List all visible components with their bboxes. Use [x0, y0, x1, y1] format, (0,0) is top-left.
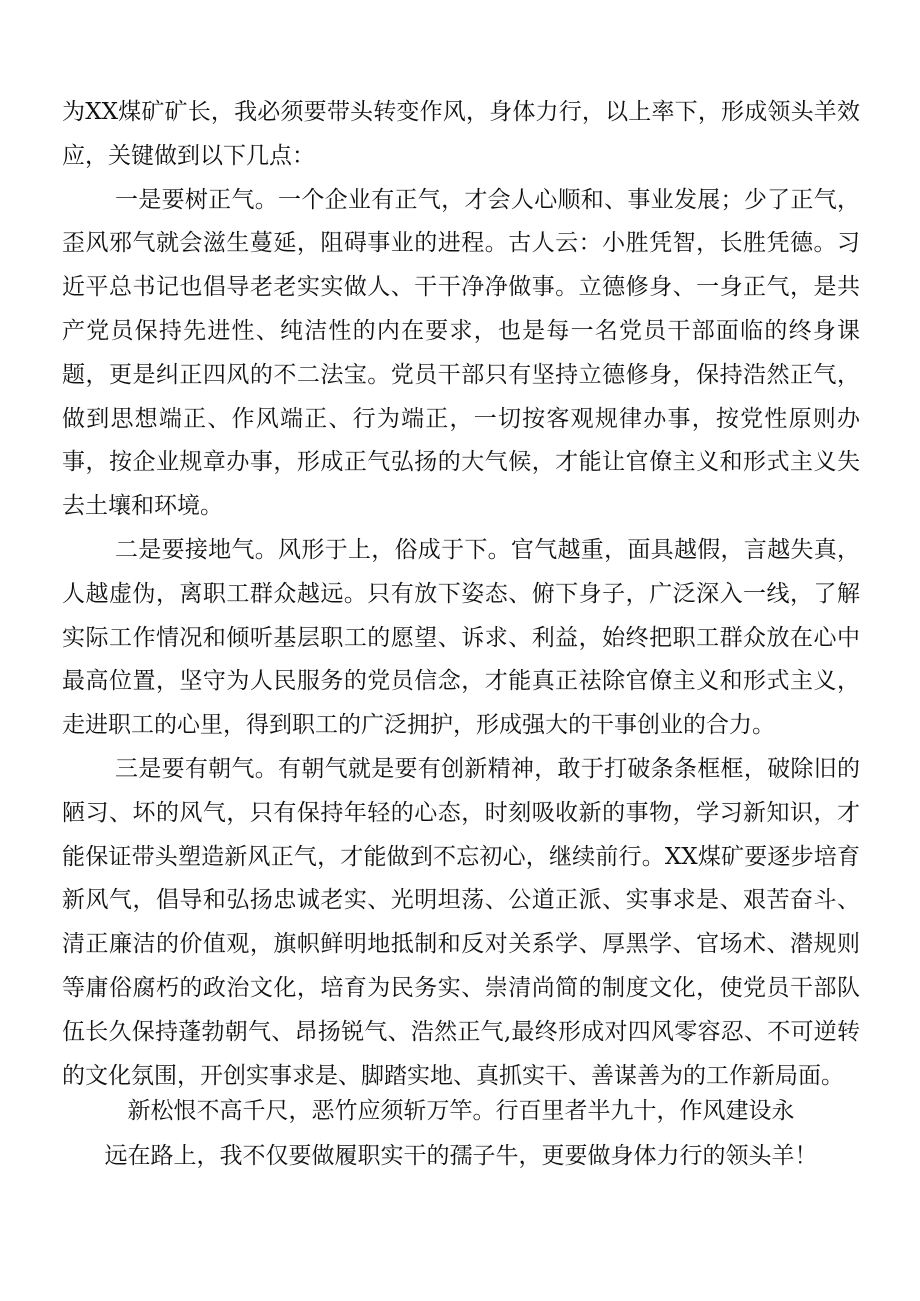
- text-line: 一是要树正气。一个企业有正气，才会人心顺和、事业发展；少了正气，: [115, 186, 860, 213]
- text-line: 新风气，倡导和弘扬忠诚老实、光明坦荡、公道正派、实事求是、艰苦奋斗、: [62, 887, 860, 914]
- text-line: 新松恨不高千尺，恶竹应须斩万竿。行百里者半九十，作风建设永: [127, 1098, 795, 1125]
- text-line: 为XX煤矿矿长，我必须要带头转变作风，身体力行，以上率下，形成领头羊效: [62, 99, 860, 125]
- paragraph-vitality: [62, 748, 860, 1098]
- paragraph-intro: [62, 91, 860, 179]
- text-line: 应，关键做到以下几点：: [62, 142, 315, 169]
- text-line: 实际工作情况和倾听基层职工的愿望、诉求、利益，始终把职工群众放在心中: [62, 624, 860, 651]
- text-line: 三是要有朝气。有朝气就是要有创新精神，敢于打破条条框框，破除旧的: [115, 755, 860, 782]
- text-line: 事，按企业规章办事，形成正气弘扬的大气候，才能让官僚主义和形式主义失: [62, 449, 860, 476]
- text-line: 等庸俗腐朽的政治文化，培育为民务实、崇清尚简的制度文化，使党员干部队: [62, 974, 860, 1001]
- text-line: 二是要接地气。风形于上，俗成于下。官气越重，面具越假，言越失真，: [115, 536, 860, 563]
- text-line: 产党员保持先进性、纯洁性的内在要求，也是每一名党员干部面临的终身课: [62, 317, 860, 344]
- text-line: 近平总书记也倡导老老实实做人、干干净净做事。立德修身、一身正气，是共: [62, 274, 860, 301]
- text-line: 伍长久保持蓬勃朝气、昂扬锐气、浩然正气,最终形成对四风零容忍、不可逆转: [62, 1018, 860, 1045]
- text-line: 清正廉洁的价值观，旗帜鲜明地抵制和反对关系学、厚黑学、官场术、潜规则: [62, 931, 860, 958]
- text-line: 最高位置，坚守为人民服务的党员信念，才能真正祛除官僚主义和形式主义，: [62, 668, 860, 695]
- paragraph-closing: [62, 1090, 860, 1179]
- text-line: 的文化氛围，开创实事求是、脚踏实地、真抓实干、善谋善为的工作新局面。: [62, 1062, 844, 1089]
- text-line: 走进职工的心里，得到职工的广泛拥护，形成强大的干事创业的合力。: [62, 712, 775, 739]
- text-line: 人越虚伪，离职工群众越远。只有放下姿态、俯下身子，广泛深入一线，了解: [62, 580, 860, 607]
- text-line: 题，更是纠正四风的不二法宝。党员干部只有坚持立德修身，保持浩然正气，: [62, 361, 860, 388]
- paragraph-grounded: [62, 529, 860, 748]
- text-line: 远在路上，我不仅要做履职实干的孺子牛，更要做身体力行的领头羊！: [104, 1143, 818, 1170]
- text-line: 去土壤和环境。: [62, 493, 223, 520]
- text-line: 做到思想端正、作风端正、行为端正，一切按客观规律办事，按党性原则办: [62, 405, 860, 432]
- text-line: 陋习、坏的风气，只有保持年轻的心态，时刻吸收新的事物，学习新知识，才: [62, 799, 860, 826]
- paragraph-upright-spirit: [62, 179, 860, 529]
- text-line: 歪风邪气就会滋生蔓延，阻碍事业的进程。古人云：小胜凭智，长胜凭德。习: [62, 230, 860, 257]
- text-line: 能保证带头塑造新风正气，才能做到不忘初心，继续前行。XX煤矿要逐步培育: [62, 843, 860, 870]
